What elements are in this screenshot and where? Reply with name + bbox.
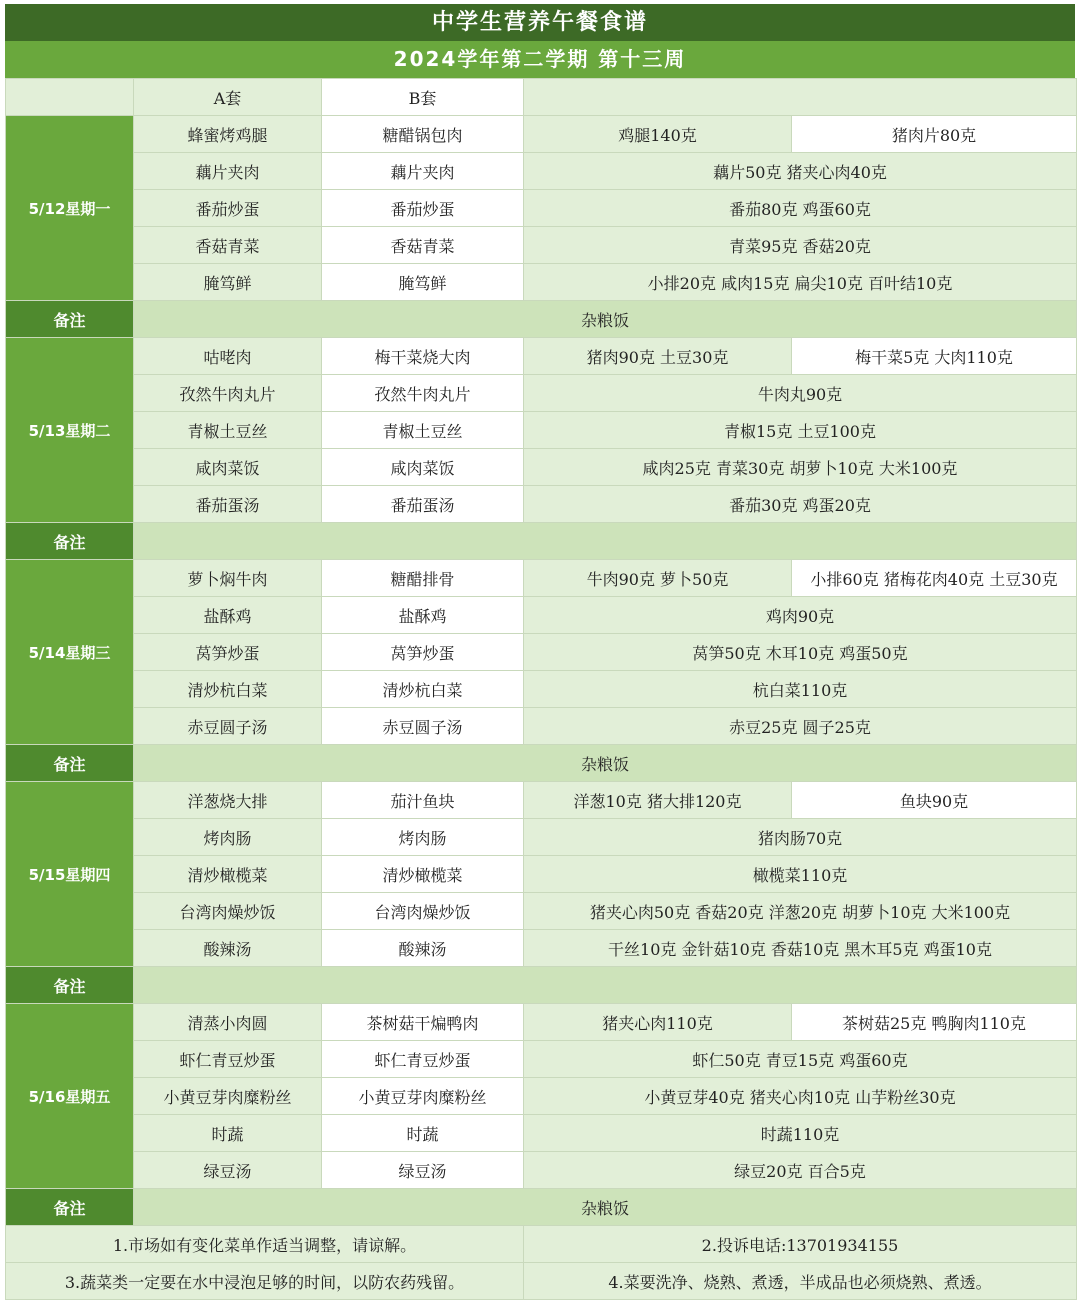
ingredients-shared: 猪肉肠70克 [524, 819, 1077, 856]
dish-set-b: 番茄炒蛋 [322, 190, 524, 227]
dish-set-a: 赤豆圆子汤 [134, 708, 322, 745]
dish-set-a: 咕咾肉 [134, 338, 322, 375]
dish-set-a: 清蒸小肉圆 [134, 1004, 322, 1041]
footer-row [6, 1226, 1077, 1263]
note-text: 杂粮饭 [134, 301, 1077, 338]
ingredients-shared: 鸡肉90克 [524, 597, 1077, 634]
dish-row [6, 116, 1077, 153]
dish-set-b: 赤豆圆子汤 [322, 708, 524, 745]
dish-set-a: 小黄豆芽肉糜粉丝 [134, 1078, 322, 1115]
dish-row [6, 893, 1077, 930]
dish-set-b: 酸辣汤 [322, 930, 524, 967]
dish-row [6, 560, 1077, 597]
header-set-b: B套 [322, 79, 524, 116]
ingredients-shared: 番茄30克 鸡蛋20克 [524, 486, 1077, 523]
note-row [6, 967, 1077, 1004]
dish-set-a: 洋葱烧大排 [134, 782, 322, 819]
ingredients-shared: 虾仁50克 青豆15克 鸡蛋60克 [524, 1041, 1077, 1078]
ingredients-set-b: 小排60克 猪梅花肉40克 土豆30克 [792, 560, 1077, 597]
dish-row [6, 190, 1077, 227]
dish-row [6, 1004, 1077, 1041]
ingredients-shared: 赤豆25克 圆子25克 [524, 708, 1077, 745]
day-label: 5/14星期三 [6, 560, 134, 745]
note-text [134, 967, 1077, 1004]
dish-row [6, 782, 1077, 819]
note-text [134, 523, 1077, 560]
dish-set-a: 蜂蜜烤鸡腿 [134, 116, 322, 153]
ingredients-set-a: 牛肉90克 萝卜50克 [524, 560, 792, 597]
dish-set-a: 咸肉菜饭 [134, 449, 322, 486]
dish-set-a: 番茄炒蛋 [134, 190, 322, 227]
ingredients-shared: 橄榄菜110克 [524, 856, 1077, 893]
note-text: 杂粮饭 [134, 1189, 1077, 1226]
header-row [6, 79, 1077, 116]
dish-set-b: 青椒土豆丝 [322, 412, 524, 449]
dish-set-b: 香菇青菜 [322, 227, 524, 264]
dish-row [6, 449, 1077, 486]
dish-set-a: 莴笋炒蛋 [134, 634, 322, 671]
dish-set-b: 虾仁青豆炒蛋 [322, 1041, 524, 1078]
ingredients-shared: 猪夹心肉50克 香菇20克 洋葱20克 胡萝卜10克 大米100克 [524, 893, 1077, 930]
dish-set-b: 藕片夹肉 [322, 153, 524, 190]
dish-set-a: 烤肉肠 [134, 819, 322, 856]
dish-set-b: 莴笋炒蛋 [322, 634, 524, 671]
dish-row [6, 930, 1077, 967]
dish-row [6, 486, 1077, 523]
ingredients-set-a: 猪肉90克 土豆30克 [524, 338, 792, 375]
note-row [6, 1189, 1077, 1226]
dish-set-b: 台湾肉燥炒饭 [322, 893, 524, 930]
note-label: 备注 [6, 745, 134, 782]
note-row [6, 523, 1077, 560]
dish-row [6, 338, 1077, 375]
dish-set-b: 孜然牛肉丸片 [322, 375, 524, 412]
day-label: 5/13星期二 [6, 338, 134, 523]
ingredients-shared: 绿豆20克 百合5克 [524, 1152, 1077, 1189]
ingredients-shared: 青椒15克 土豆100克 [524, 412, 1077, 449]
footer-note: 4.菜要洗净、烧熟、煮透，半成品也必须烧熟、煮透。 [524, 1263, 1077, 1300]
day-label: 5/12星期一 [6, 116, 134, 301]
dish-row [6, 819, 1077, 856]
dish-set-b: 茶树菇干煸鸭肉 [322, 1004, 524, 1041]
ingredients-shared: 牛肉丸90克 [524, 375, 1077, 412]
ingredients-set-b: 猪肉片80克 [792, 116, 1077, 153]
footer-note: 3.蔬菜类一定要在水中浸泡足够的时间，以防农药残留。 [6, 1263, 524, 1300]
dish-set-a: 虾仁青豆炒蛋 [134, 1041, 322, 1078]
dish-row [6, 1115, 1077, 1152]
dish-set-a: 时蔬 [134, 1115, 322, 1152]
ingredients-set-b: 梅干菜5克 大肉110克 [792, 338, 1077, 375]
page-subtitle: 2024学年第二学期 第十三周 [5, 41, 1075, 78]
dish-set-b: 时蔬 [322, 1115, 524, 1152]
dish-set-a: 台湾肉燥炒饭 [134, 893, 322, 930]
ingredients-shared: 干丝10克 金针菇10克 香菇10克 黑木耳5克 鸡蛋10克 [524, 930, 1077, 967]
footer-note: 1.市场如有变化菜单作适当调整，请谅解。 [6, 1226, 524, 1263]
dish-set-a: 清炒橄榄菜 [134, 856, 322, 893]
dish-row [6, 634, 1077, 671]
dish-set-b: 盐酥鸡 [322, 597, 524, 634]
dish-row [6, 153, 1077, 190]
day-label: 5/16星期五 [6, 1004, 134, 1189]
dish-row [6, 856, 1077, 893]
dish-set-b: 绿豆汤 [322, 1152, 524, 1189]
dish-row [6, 671, 1077, 708]
ingredients-set-a: 鸡腿140克 [524, 116, 792, 153]
dish-row [6, 1078, 1077, 1115]
dish-set-b: 烤肉肠 [322, 819, 524, 856]
dish-set-b: 清炒橄榄菜 [322, 856, 524, 893]
ingredients-shared: 咸肉25克 青菜30克 胡萝卜10克 大米100克 [524, 449, 1077, 486]
dish-set-a: 酸辣汤 [134, 930, 322, 967]
dish-set-b: 茄汁鱼块 [322, 782, 524, 819]
note-label: 备注 [6, 301, 134, 338]
dish-row [6, 412, 1077, 449]
dish-row [6, 375, 1077, 412]
ingredients-shared: 莴笋50克 木耳10克 鸡蛋50克 [524, 634, 1077, 671]
footer-note: 2.投诉电话:13701934155 [524, 1226, 1077, 1263]
ingredients-set-b: 茶树菇25克 鸭胸肉110克 [792, 1004, 1077, 1041]
dish-set-a: 绿豆汤 [134, 1152, 322, 1189]
ingredients-shared: 小黄豆芽40克 猪夹心肉10克 山芋粉丝30克 [524, 1078, 1077, 1115]
ingredients-shared: 时蔬110克 [524, 1115, 1077, 1152]
header-set-a: A套 [134, 79, 322, 116]
dish-set-b: 小黄豆芽肉糜粉丝 [322, 1078, 524, 1115]
ingredients-set-a: 洋葱10克 猪大排120克 [524, 782, 792, 819]
note-label: 备注 [6, 523, 134, 560]
dish-set-a: 清炒杭白菜 [134, 671, 322, 708]
ingredients-shared: 杭白菜110克 [524, 671, 1077, 708]
dish-set-b: 番茄蛋汤 [322, 486, 524, 523]
note-row [6, 301, 1077, 338]
ingredients-shared: 番茄80克 鸡蛋60克 [524, 190, 1077, 227]
footer-row [6, 1263, 1077, 1300]
dish-row [6, 264, 1077, 301]
dish-set-a: 藕片夹肉 [134, 153, 322, 190]
day-label: 5/15星期四 [6, 782, 134, 967]
dish-set-b: 梅干菜烧大肉 [322, 338, 524, 375]
dish-set-a: 孜然牛肉丸片 [134, 375, 322, 412]
dish-set-b: 腌笃鲜 [322, 264, 524, 301]
dish-set-a: 腌笃鲜 [134, 264, 322, 301]
menu-table [5, 78, 1077, 1300]
ingredients-set-b: 鱼块90克 [792, 782, 1077, 819]
note-label: 备注 [6, 967, 134, 1004]
dish-row [6, 227, 1077, 264]
dish-set-a: 香菇青菜 [134, 227, 322, 264]
dish-set-a: 萝卜焖牛肉 [134, 560, 322, 597]
note-row [6, 745, 1077, 782]
ingredients-shared: 青菜95克 香菇20克 [524, 227, 1077, 264]
dish-set-b: 糖醋排骨 [322, 560, 524, 597]
ingredients-shared: 藕片50克 猪夹心肉40克 [524, 153, 1077, 190]
dish-set-b: 咸肉菜饭 [322, 449, 524, 486]
dish-row [6, 1152, 1077, 1189]
dish-set-a: 青椒土豆丝 [134, 412, 322, 449]
note-text: 杂粮饭 [134, 745, 1077, 782]
ingredients-set-a: 猪夹心肉110克 [524, 1004, 792, 1041]
ingredients-shared: 小排20克 咸肉15克 扁尖10克 百叶结10克 [524, 264, 1077, 301]
dish-set-a: 番茄蛋汤 [134, 486, 322, 523]
header-corner [6, 79, 134, 116]
dish-row [6, 1041, 1077, 1078]
dish-row [6, 597, 1077, 634]
dish-set-b: 糖醋锅包肉 [322, 116, 524, 153]
page-title: 中学生营养午餐食谱 [5, 4, 1075, 41]
header-ingredients [524, 79, 1077, 116]
note-label: 备注 [6, 1189, 134, 1226]
dish-set-a: 盐酥鸡 [134, 597, 322, 634]
dish-set-b: 清炒杭白菜 [322, 671, 524, 708]
dish-row [6, 708, 1077, 745]
